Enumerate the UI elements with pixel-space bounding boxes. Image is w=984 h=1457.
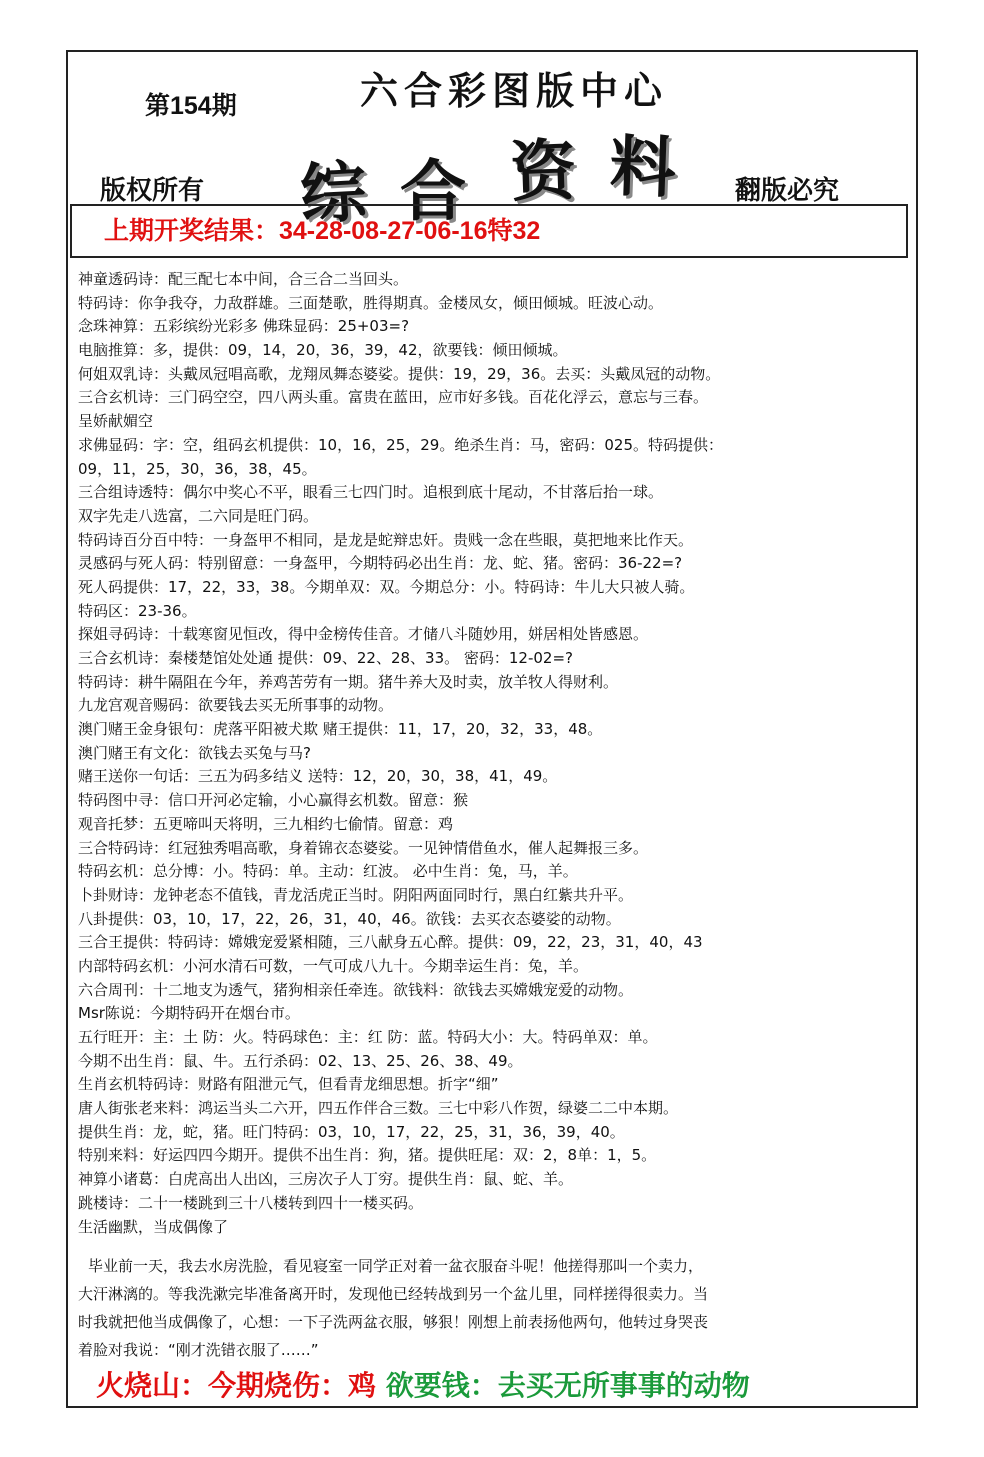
- content-line: 澳门赌王有文化：欲钱去买兔与马?: [78, 743, 311, 762]
- content-line: 澳门赌王金身银句：虎落平阳被犬欺 赌王提供：11，17，20，32，33，48。: [78, 720, 603, 739]
- content-line: 唐人街张老来料：鸿运当头二六开，四五作伴合三数。三七中彩八作贺，绿婆二二中本期。: [78, 1099, 679, 1118]
- content-line: 三合玄机诗：三门码空空，四八两头重。富贵在蓝田，应市好多钱。百花化浮云，意忘与三春。: [78, 388, 709, 407]
- content-line: 神算小诸葛：白虎高出人出凶，三房次子人丁穷。提供生肖：鼠、蛇、羊。: [78, 1170, 574, 1189]
- story: [78, 1252, 910, 1364]
- content-line: 三合玄机诗：秦楼楚馆处处通 提供：09、22、28、33。 密码：12-02=?: [78, 649, 574, 667]
- content-line: 三合王提供：特码诗：嫦娥宠爱紧相随，三八献身五心醉。提供：09，22，23，31，40，43: [78, 933, 703, 952]
- title-main: [298, 120, 720, 234]
- content-line: 跳楼诗：二十一楼跳到三十八楼转到四十一楼买码。: [78, 1193, 424, 1212]
- footer-banner: [96, 1364, 750, 1404]
- content-line: 八卦提供：03，10，17，22，26，31，40，46。欲钱：去买衣态婆娑的动物。: [78, 909, 621, 928]
- content-line: 三合特码诗：红冠独秀唱高歌，身着锦衣态婆娑。一见钟情借鱼水，催人起舞报三多。: [78, 838, 649, 857]
- content-line: 何姐双乳诗：头戴凤冠唱高歌，龙翔凤舞态婆娑。提供：19，29，36。去买：头戴凤冠的动物。: [78, 364, 721, 383]
- content-line: 观音托梦：五更啼叫天将明，三九相约七偷情。留意：鸡: [78, 814, 454, 833]
- content-lines: [78, 268, 910, 1239]
- content-line: 求佛显码：字：空，组码玄机提供：10，16，25，29。绝杀生肖：马，密码：025。特码提供：: [78, 435, 723, 454]
- content-line: 赌王送你一句话：三五为码多结义 送特：12，20，30，38，41，49。: [78, 767, 558, 786]
- content-line: 念珠神算：五彩缤纷光彩多 佛珠显码：25+03=?: [78, 317, 410, 336]
- content-line: 今期不出生肖：鼠、牛。五行杀码：02、13、25、26、38、49。: [78, 1051, 523, 1070]
- content-line: 内部特码玄机：小河水清石可数，一气可成八九十。今期幸运生肖：兔，羊。: [78, 956, 589, 975]
- content-line: 特别来料：好运四四今期开。提供不出生肖：狗，猪。提供旺尾：双：2，8单：1，5。: [78, 1146, 657, 1165]
- content-line: 生肖玄机特码诗：财路有阻泄元气，但看青龙细思想。折字“细”: [78, 1075, 499, 1094]
- content-line: 特码诗：耕牛隔阻在今年，养鸡苦劳有一期。猪牛养大及时卖，放羊牧人得财利。: [78, 672, 619, 691]
- title-top: 六合彩图版中心: [360, 68, 669, 113]
- content-line: 死人码提供：17，22，33，38。今期单双：双。今期总分：小。特码诗：牛儿大只被人骑。: [78, 577, 695, 596]
- issue-number: 第154期: [145, 92, 237, 120]
- content-line: 电脑推算：多，提供：09，14，20，36，39，42，欲要钱：倾田倾城。: [78, 341, 568, 360]
- content-line: 特码玄机：总分博：小。特码：单。主动：红波。 必中生肖：兔，马，羊。: [78, 862, 578, 881]
- content-line: 神童透码诗：配三配七本中间，合三合二当回头。: [78, 270, 409, 288]
- content-line: 卜卦财诗：龙钟老态不值钱，青龙活虎正当时。阴阳两面同时行，黑白红紫共升平。: [78, 885, 634, 904]
- title-char: 料: [608, 126, 678, 208]
- story-line: 毕业前一天，我去水房洗脸，看见寝室一同学正对着一盆衣服奋斗呢！他搓得那叫一个卖力，: [88, 1257, 704, 1275]
- content-line: 特码诗百分百中特：一身盔甲不相同，是龙是蛇辩忠奸。贵贱一念在些眼，莫把地来比作天。: [78, 530, 694, 549]
- copyright-left: 版权所有: [100, 176, 205, 206]
- title-char: 综: [298, 152, 369, 234]
- content-line: 特码区：23-36。: [78, 601, 197, 620]
- content-line: 九龙宫观音赐码：欲要钱去买无所事事的动物。: [78, 696, 394, 715]
- story-line: 着脸对我说：“刚才洗错衣服了……”: [78, 1341, 319, 1359]
- content-line: 双字先走八选富，二六同是旺门码。: [78, 506, 319, 525]
- content-line: 三合组诗透特：偶尔中奖心不平，眼看三七四门时。追根到底十尾动，不甘落后抬一球。: [78, 483, 664, 502]
- content-line: Msr陈说：今期特码开在烟台市。: [78, 1004, 300, 1023]
- title-char: 资: [508, 130, 578, 212]
- footer-green: 欲要钱：去买无所事事的动物: [376, 1369, 750, 1402]
- story-line: 大汗淋漓的。等我洗漱完毕准备离开时，发现他已经转战到另一个盆儿里，同样搓得很卖力。当: [78, 1285, 709, 1303]
- content-line: 六合周刊：十二地支为透气，猪狗相亲任牵连。欲钱料：欲钱去买嫦娥宠爱的动物。: [78, 980, 634, 999]
- copyright-right: 翻版必究: [735, 176, 840, 206]
- story-line: 时我就把他当成偶像了，心想：一下子洗两盆衣服，够狠！刚想上前表扬他两句，他转过身哭丧: [78, 1313, 709, 1331]
- content-line: 生活幽默，当成偶像了: [78, 1217, 229, 1236]
- content-line: 五行旺开：主：土 防：火。特码球色：主：红 防：蓝。特码大小：大。特码单双：单。: [78, 1028, 658, 1046]
- content-line: 特码诗：你争我夺，力敌群雄。三面楚歌，胜得期真。金楼凤女，倾田倾城。旺波心动。: [78, 293, 664, 312]
- content-line: 09，11，25，30，36，38，45。: [78, 459, 317, 478]
- content-line: 特码图中寻：信口开河必定输，小心赢得玄机数。留意：猴: [78, 791, 469, 810]
- last-result: 上期开奖结果：34-28-08-27-06-16特32: [104, 217, 541, 245]
- content-line: 呈娇献媚空: [78, 412, 154, 431]
- title-char: 合: [400, 152, 466, 230]
- content-line: 探姐寻码诗：十载寒窗见恒改，得中金榜传佳音。才储八斗随妙用，姘居相处皆感恩。: [78, 625, 649, 644]
- content-line: 提供生肖：龙，蛇，猪。旺门特码：03，10，17，22，25，31，36，39，40。: [78, 1122, 625, 1141]
- footer-red: 火烧山：今期烧伤：鸡: [96, 1369, 377, 1402]
- content-line: 灵感码与死人码：特别留意：一身盔甲，今期特码必出生肖：龙、蛇、猪。密码：36-22=?: [78, 554, 683, 573]
